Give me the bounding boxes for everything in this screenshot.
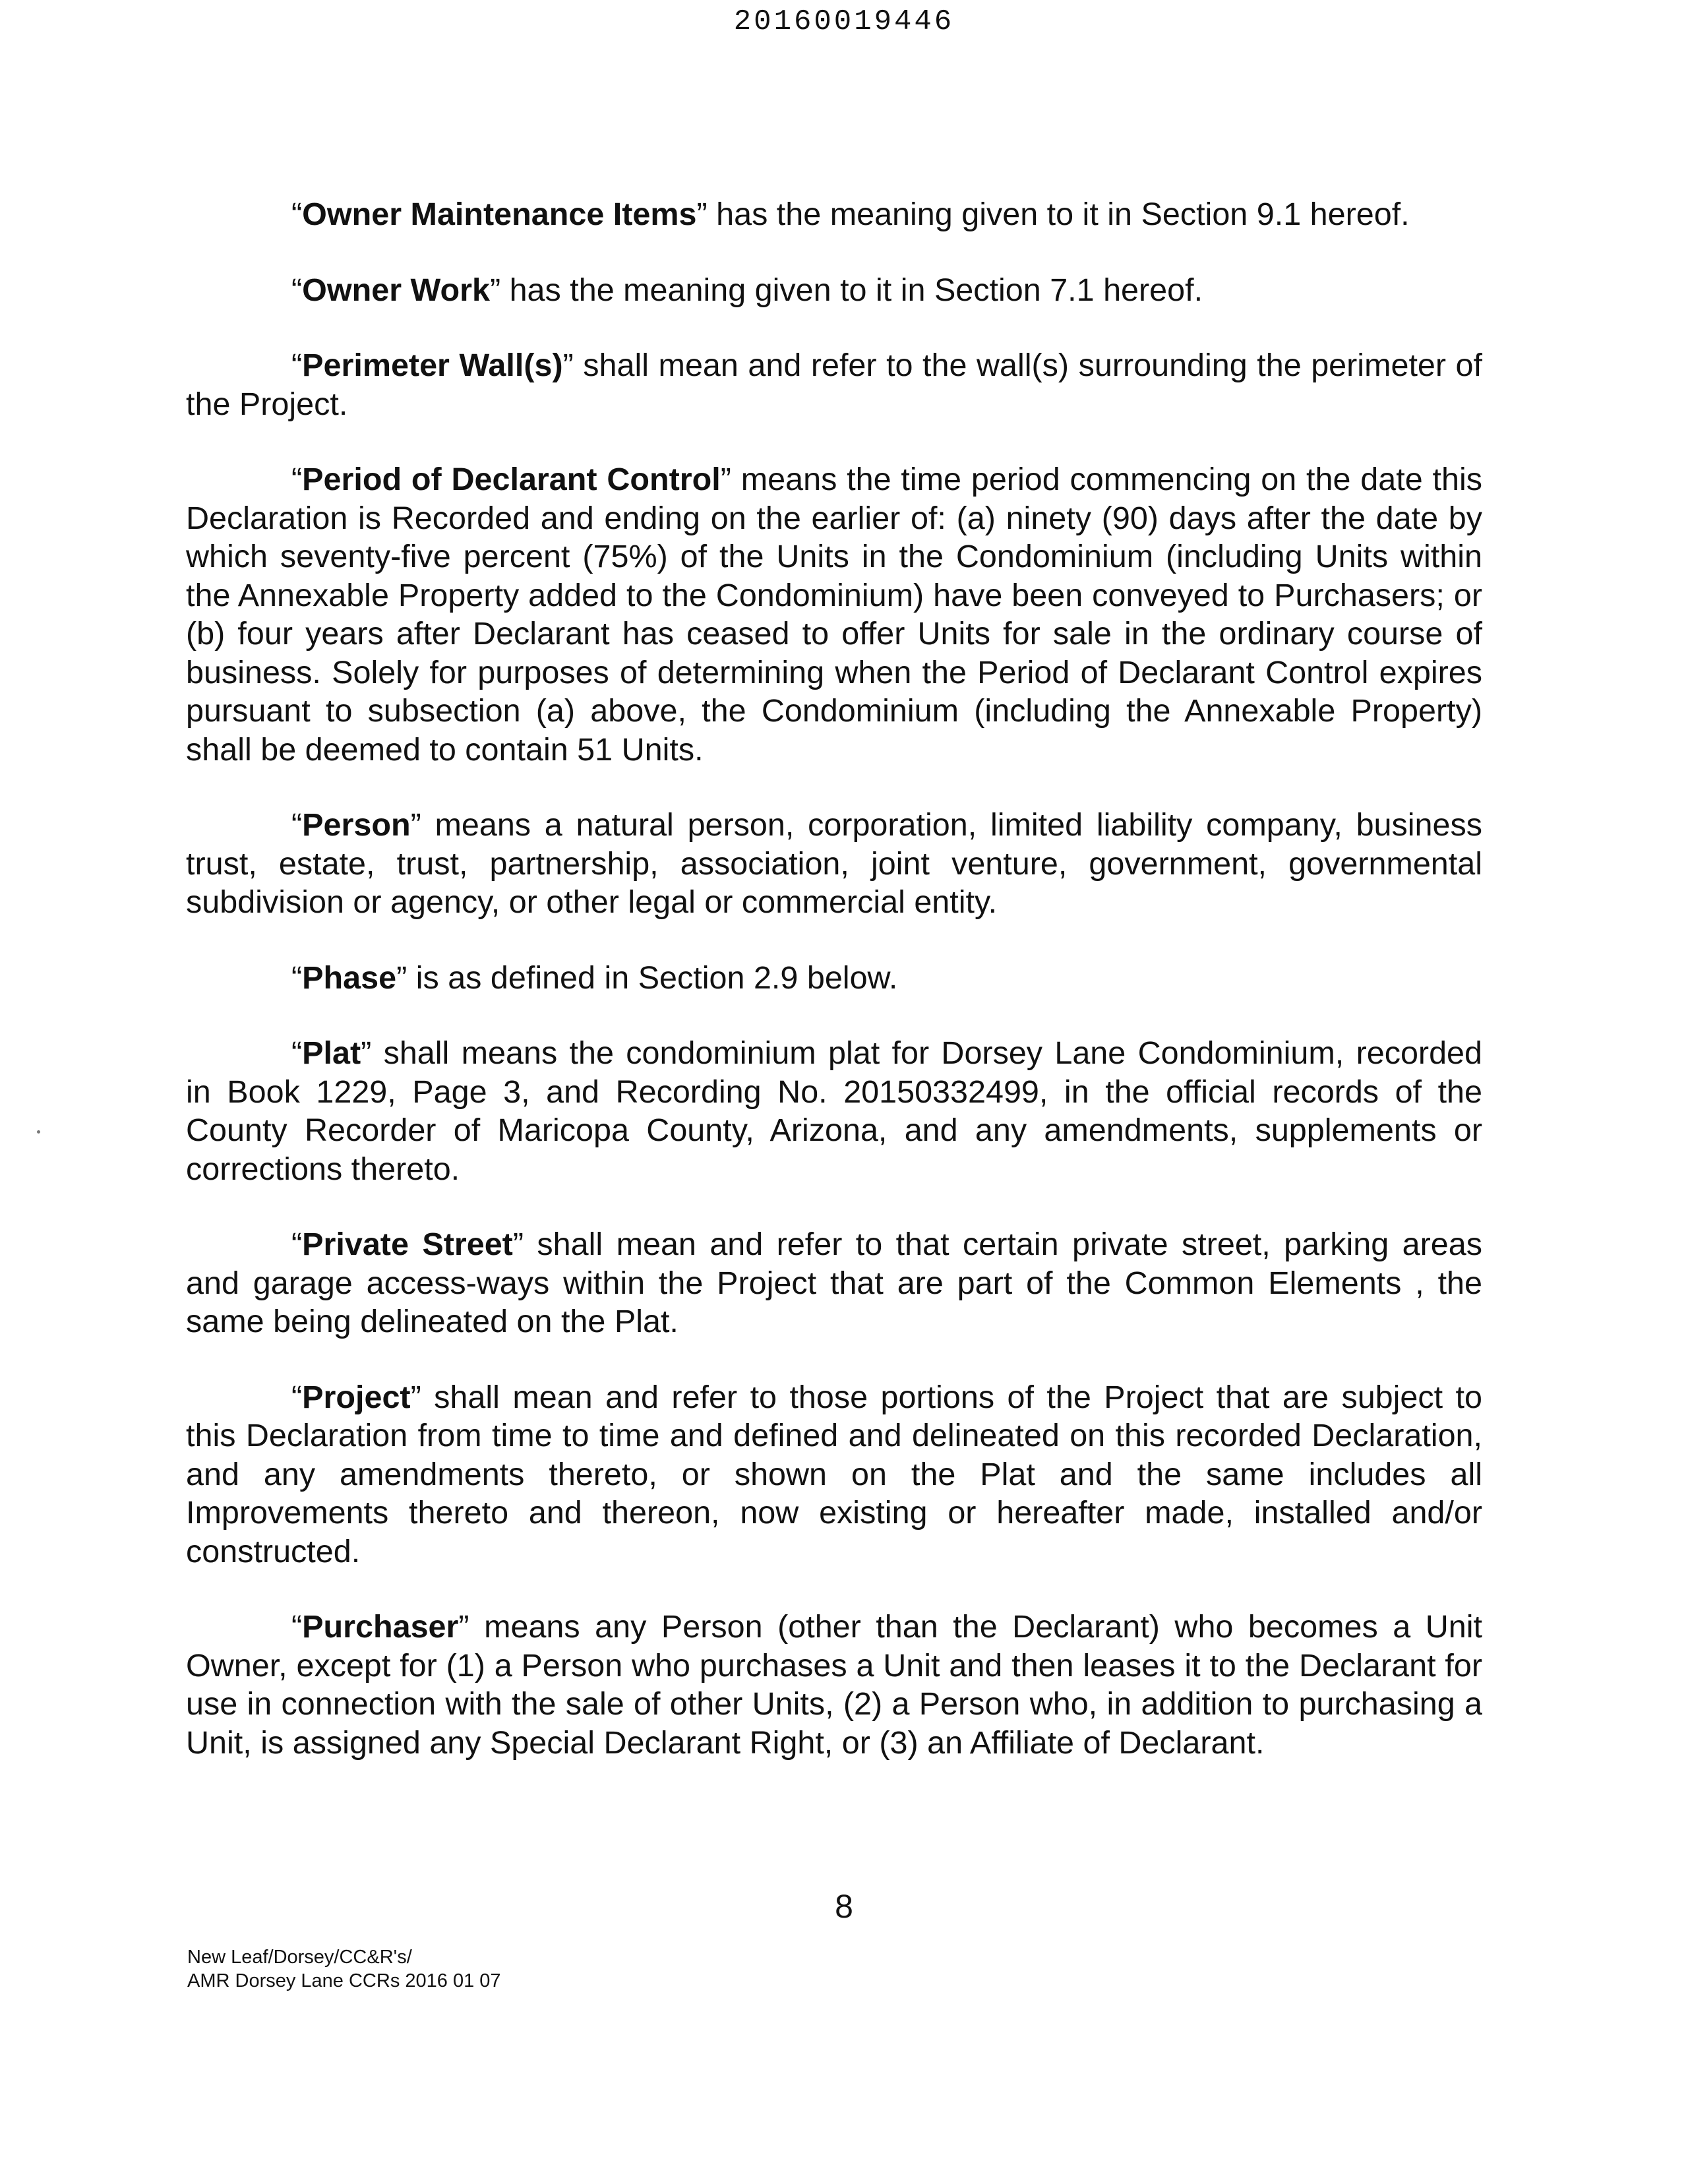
definition-text: shall means the condominium plat for Dorsey Lane Condominium, recorded in Book 1229, Page 3, and Recording No. 20150332499, in the official records of the County Recorder of Maricopa County, Arizona, and any amendments, supplements or corrections thereto. [186,1035,1482,1187]
definitions-body [186,195,1482,1762]
footer-path-line: New Leaf/Dorsey/CC&R's/ [187,1947,412,1968]
scan-speck [37,1130,40,1134]
defined-term: Person [302,807,411,843]
definition-text: is as defined in Section 2.9 below. [407,959,898,996]
definition-text: has the meaning given to it in Section 9.1 hereof. [707,197,1410,232]
definition-text: shall mean and refer to those portions of the Project that are subject to this Declaration from time to time and defined and delineated on this recorded Declaration, and any amendments thereto, or shown on the Plat and the same includes all Improvements thereto and thereon, now existing or hereafter made, installed and/or constructed. [186,1379,1482,1569]
page-number: 8 [835,1888,853,1925]
defined-term: Project [302,1379,411,1415]
definition-period-of-declarant-control: “Period of Declarant Control” means the time period commencing on the date this Declaration is Recorded and ending on the earlier of: (a) ninety (90) days after the date by which seventy-five percent (75%) of the Units in the Condominium (including Units within the Annexable Property added to the Condominium) have been conveyed to Purchasers; or (b) four years after Declarant has ceased to offer Units for sale in the ordinary course of business. Solely for purposes of determining when the Period of Declarant Control expires pursuant to subsection (a) above, the Condominium (including the Annexable Property) shall be deemed to contain 51 Units. [186,462,1482,768]
definition-perimeter-walls: “Perimeter Wall(s)” shall mean and refer to the wall(s) surrounding the perimeter of the Project. [186,348,1483,422]
definition-text: means the time period commencing on the date this Declaration is Recorded and ending on the earlier of: (a) ninety (90) days after the date by which seventy-five percent (75%) of the Units in the Condominium (including Units within the Annexable Property added to the Condominium) have been conveyed to Purchasers; or (b) four years after Declarant has ceased to offer Units for sale in the ordinary course of business. Solely for purposes of determining when the Period of Declarant Control expires pursuant to subsection (a) above, the Condominium (including the Annexable Property) shall be deemed to contain 51 Units. [186,462,1482,768]
recording-number-header: 20160019446 [733,5,955,38]
definition-person: “Person” means a natural person, corporation, limited liability company, business trust, estate, trust, partnership, association, joint venture, government, governmental subdivision or agency, or other legal or commercial entity. [186,807,1482,920]
definition-private-street: “Private Street” shall mean and refer to that certain private street, parking areas and garage access-ways within the Project that are part of the Common Elements , the same being delineated on the Plat. [186,1227,1482,1339]
definition-owner-work: “Owner Work” has the meaning given to it in Section 7.1 hereof. [291,272,1203,308]
definition-owner-maintenance-items: “Owner Maintenance Items” has the meaning given to it in Section 9.1 hereof. [291,197,1410,232]
definition-purchaser: “Purchaser” means any Person (other than the Declarant) who becomes a Unit Owner, except for (1) a Person who purchases a Unit and then leases it to the Declarant for use in connection with the sale of other Units, (2) a Person who, in addition to purchasing a Unit, is assigned any Special Declarant Right, or (3) an Affiliate of Declarant. [186,1609,1482,1761]
definition-text: shall mean and refer to that certain private street, parking areas and garage access-ways within the Project that are part of the Common Elements , the same being delineated on the Plat. [186,1227,1482,1339]
definition-plat: “Plat” shall means the condominium plat for Dorsey Lane Condominium, recorded in Book 1229, Page 3, and Recording No. 20150332499, in the official records of the County Recorder of Maricopa County, Arizona, and any amendments, supplements or corrections thereto. [186,1035,1482,1187]
defined-term: Owner Work [302,272,490,308]
defined-term: Owner Maintenance Items [302,197,697,232]
footer-file-line: AMR Dorsey Lane CCRs 2016 01 07 [187,1970,501,1991]
definition-text: shall mean and refer to the wall(s) surrounding the perimeter of the Project. [186,348,1483,422]
document-footer [187,1945,501,1993]
defined-term: Phase [302,959,397,996]
definition-text: means a natural person, corporation, limited liability company, business trust, estate, trust, partnership, association, joint venture, government, governmental subdivision or agency, or other legal or commercial entity. [186,807,1482,920]
defined-term: Period of Declarant Control [302,462,721,497]
defined-term: Purchaser [302,1609,459,1645]
definition-text: has the meaning given to it in Section 7.1 hereof. [500,272,1203,308]
defined-term: Plat [302,1035,361,1071]
defined-term: Private Street [302,1227,513,1262]
defined-term: Perimeter Wall(s) [302,348,563,383]
definition-text: means any Person (other than the Declarant) who becomes a Unit Owner, except for (1) a Person who purchases a Unit and then leases it to the Declarant for use in connection with the sale of other Units, (2) a Person who, in addition to purchasing a Unit, is assigned any Special Declarant Right, or (3) an Affiliate of Declarant. [186,1609,1482,1761]
definition-project: “Project” shall mean and refer to those portions of the Project that are subject to this Declaration from time to time and defined and delineated on this recorded Declaration, and any amendments thereto, or shown on the Plat and the same includes all Improvements thereto and thereon, now existing or hereafter made, installed and/or constructed. [186,1379,1482,1569]
definition-phase: “Phase” is as defined in Section 2.9 below. [291,959,898,996]
